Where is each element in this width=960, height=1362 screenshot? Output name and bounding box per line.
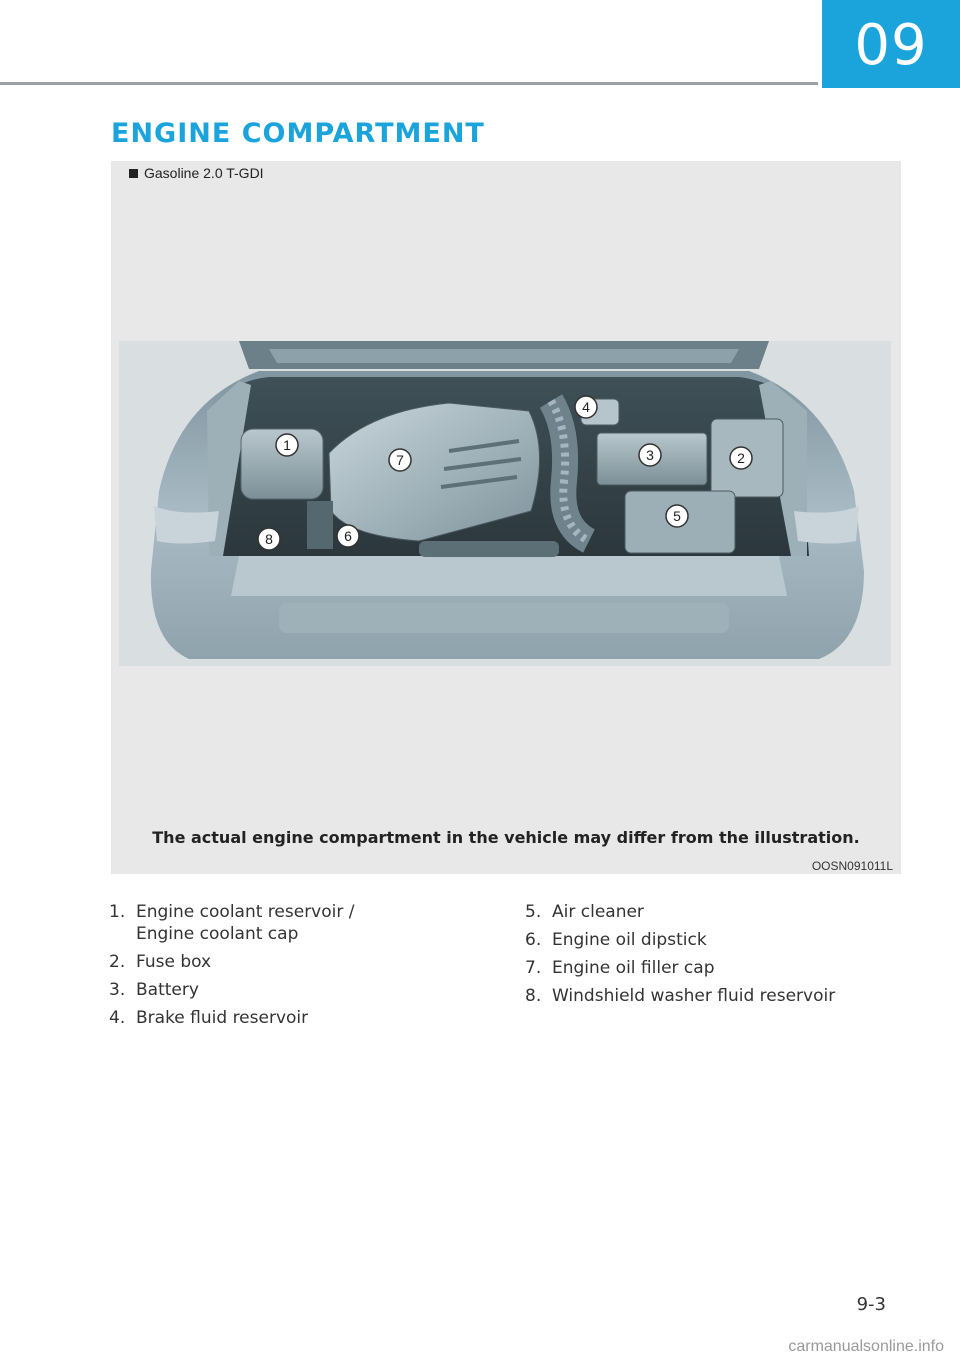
callout-8 xyxy=(258,528,280,550)
callout-7-label: 7 xyxy=(396,452,404,468)
item-number: 4. xyxy=(109,1008,126,1028)
list-item xyxy=(109,951,419,973)
item-text: Fuse box xyxy=(136,952,212,972)
callout-6 xyxy=(337,525,359,547)
callout-8-label: 8 xyxy=(265,531,273,547)
callout-2-label: 2 xyxy=(737,450,745,466)
item-text: Engine oil dipstick xyxy=(552,930,707,950)
section-title: ENGINE COMPARTMENT xyxy=(111,118,485,149)
list-item xyxy=(109,901,419,945)
engine-illustration xyxy=(119,341,891,666)
page-number: 9-3 xyxy=(856,1294,886,1315)
item-number: 1. xyxy=(109,902,126,922)
item-number: 3. xyxy=(109,980,126,1000)
callout-1 xyxy=(276,434,298,456)
figure-code: OOSN091011L xyxy=(811,859,893,873)
callout-3-label: 3 xyxy=(646,447,654,463)
callout-4 xyxy=(575,396,597,418)
callout-5-label: 5 xyxy=(673,508,681,524)
callout-5 xyxy=(666,505,688,527)
list-item xyxy=(525,985,905,1007)
callout-4-label: 4 xyxy=(582,399,590,415)
variant-label xyxy=(129,165,264,181)
item-text: Brake fluid reservoir xyxy=(136,1008,309,1028)
callout-3 xyxy=(639,444,661,466)
item-number: 8. xyxy=(525,986,542,1006)
list-item xyxy=(109,979,419,1001)
item-text-continued: Engine coolant cap xyxy=(136,924,299,944)
component-list-left xyxy=(109,901,419,1035)
item-number: 5. xyxy=(525,902,542,922)
callout-1-label: 1 xyxy=(283,437,291,453)
header-rule xyxy=(0,82,818,85)
figure-caption: The actual engine compartment in the vehicle may differ from the illustration. xyxy=(152,828,860,847)
engine-figure xyxy=(111,161,901,874)
callout-7 xyxy=(389,449,411,471)
list-item xyxy=(525,901,905,923)
item-number: 7. xyxy=(525,958,542,978)
list-item xyxy=(525,929,905,951)
item-text: Air cleaner xyxy=(552,902,644,922)
variant-text: Gasoline 2.0 T-GDI xyxy=(144,165,264,181)
component-list-right xyxy=(525,901,905,1013)
list-item xyxy=(109,1007,419,1029)
item-text: Windshield washer fluid reservoir xyxy=(552,986,836,1006)
callout-6-label: 6 xyxy=(344,528,352,544)
item-text: Engine coolant reservoir / xyxy=(136,902,355,922)
list-item xyxy=(525,957,905,979)
callout-2 xyxy=(730,447,752,469)
chapter-tab: 09 xyxy=(822,0,960,88)
item-number: 6. xyxy=(525,930,542,950)
square-bullet-icon xyxy=(129,169,138,178)
item-text: Engine oil filler cap xyxy=(552,958,715,978)
watermark[interactable]: carmanualsonline.info xyxy=(788,1338,944,1355)
item-text: Battery xyxy=(136,980,199,1000)
item-number: 2. xyxy=(109,952,126,972)
